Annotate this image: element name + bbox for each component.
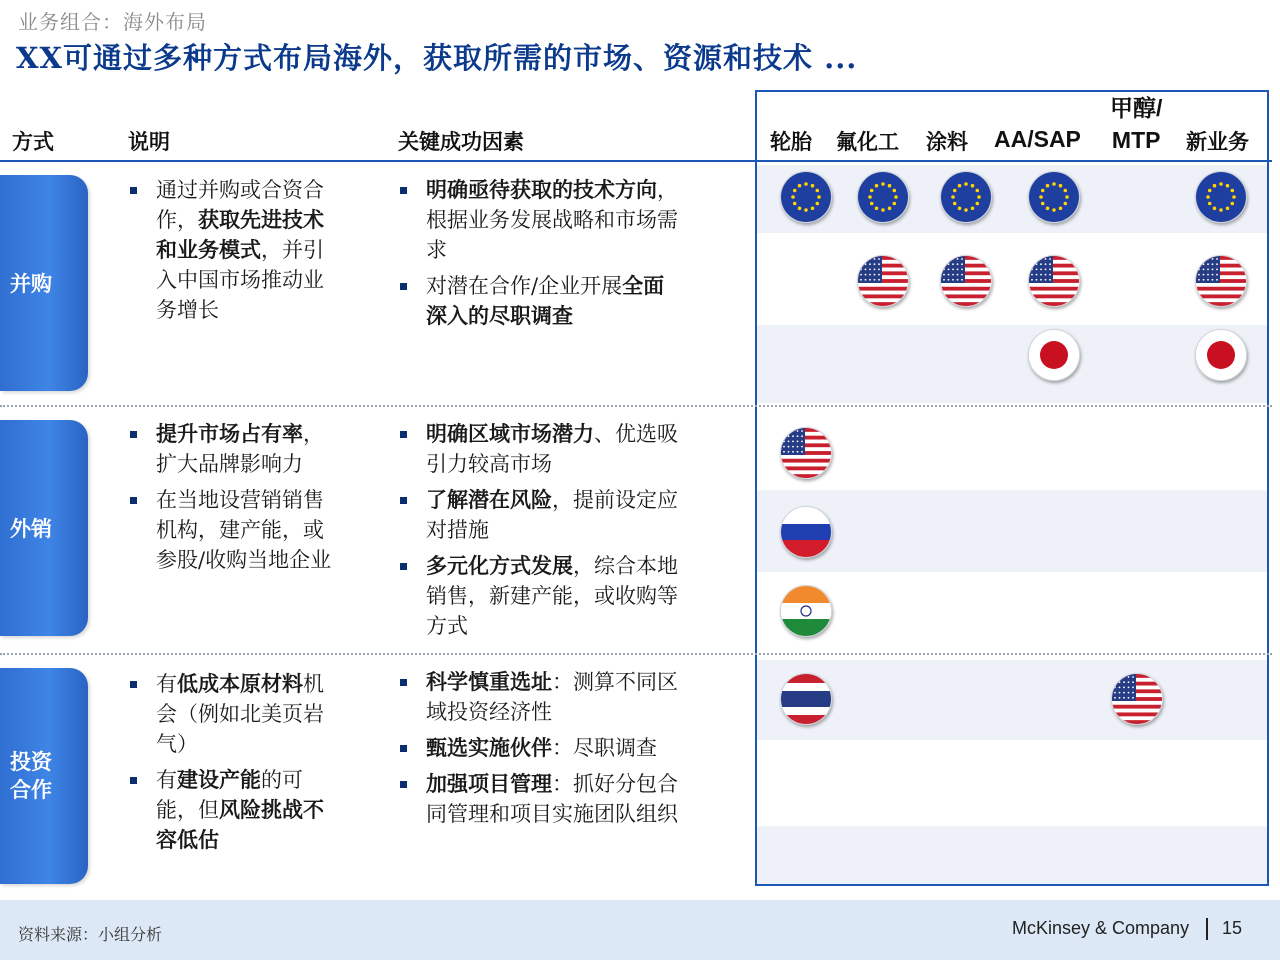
bullet-emphasis: 风险挑战不容低估 [156, 797, 324, 852]
page-title: XX可通过多种方式布局海外，获取所需的市场、资源和技术 ... [16, 41, 858, 75]
bullet-text: ，提前设定应对措施 [426, 488, 678, 542]
thailand-flag-icon [780, 673, 832, 725]
column-header-business: 涂料 [926, 129, 968, 154]
bullet-emphasis: 提升市场占有率 [156, 421, 303, 446]
column-header-business: 氟化工 [836, 129, 899, 154]
bullet-emphasis: 建设产能 [177, 767, 261, 792]
bullet-emphasis: 多元化方式发展 [426, 553, 573, 578]
bullet-text: ，扩大品牌影响力 [156, 422, 324, 476]
us-flag-icon [1111, 673, 1163, 725]
japan-flag-icon [1028, 329, 1080, 381]
row-label-text: 外销 [10, 516, 52, 541]
bullet-text: 机会（例如北美页岩气） [156, 672, 324, 756]
bullet-text: ：抓好分包合同管理和项目实施团队组织 [426, 772, 678, 826]
bullet-emphasis: 了解潜在风险 [426, 487, 552, 512]
column-header-business: 新业务 [1186, 129, 1249, 154]
row-label-text: 投资 合作 [10, 749, 52, 802]
india-flag-icon [780, 585, 832, 637]
bullet-text: 有 [156, 768, 177, 792]
column-header-key-factors: 关键成功因素 [398, 129, 524, 154]
eu-flag-icon [780, 171, 832, 223]
bullet-text: ：尽职调查 [552, 736, 657, 760]
column-header-business: 甲醇/ MTP [1110, 95, 1163, 153]
us-flag-icon [940, 255, 992, 307]
bullet-text: 通过并购或合资合作， [156, 178, 324, 232]
eu-flag-icon [1195, 171, 1247, 223]
bullet-text: 的可能，但 [156, 768, 303, 822]
column-header-business: AA/SAP [994, 126, 1081, 152]
column-header-business: 轮胎 [770, 129, 812, 154]
source-note: 资料来源：小组分析 [18, 925, 163, 944]
us-flag-icon [1028, 255, 1080, 307]
bullet-text: 有 [156, 672, 177, 696]
breadcrumb: 业务组合：海外布局 [18, 10, 207, 34]
bullet-emphasis: 全面深入的尽职调查 [426, 273, 665, 328]
eu-flag-icon [857, 171, 909, 223]
bullet-emphasis: 明确区域市场潜力 [426, 421, 594, 446]
page-number: 15 [1222, 918, 1243, 938]
bullet-text: 对潜在合作/企业开展 [426, 274, 623, 298]
bullet-text: ，根据业务发展战略和市场需求 [426, 178, 678, 262]
footer-divider [1206, 918, 1208, 940]
japan-flag-icon [1195, 329, 1247, 381]
bullet-emphasis: 低成本原材料 [177, 671, 303, 696]
column-header-mode: 方式 [12, 129, 54, 154]
bullet-text: 在当地设营销销售机构，建产能，或参股/收购当地企业 [156, 488, 332, 572]
row-label-text: 并购 [10, 271, 52, 296]
bullet-emphasis: 明确亟待获取的技术方向 [426, 177, 657, 202]
bullet-emphasis: 获取先进技术和业务模式 [156, 207, 324, 262]
us-flag-icon [1195, 255, 1247, 307]
bullet-emphasis: 甄选实施伙伴 [426, 735, 552, 760]
bullet-emphasis: 加强项目管理 [426, 771, 552, 796]
column-header-description: 说明 [128, 129, 170, 154]
russia-flag-icon [780, 506, 832, 558]
bullet-text: ，并引入中国市场推动业务增长 [156, 238, 324, 322]
us-flag-icon [857, 255, 909, 307]
bullet-emphasis: 科学慎重选址 [426, 669, 552, 694]
eu-flag-icon [940, 171, 992, 223]
us-flag-icon [780, 427, 832, 479]
bullet-text: 、优选吸引力较高市场 [426, 422, 678, 476]
bullet-text: ，综合本地销售，新建产能，或收购等方式 [426, 554, 678, 638]
eu-flag-icon [1028, 171, 1080, 223]
company-name: McKinsey & Company [1012, 918, 1190, 938]
bullet-text: ：测算不同区域投资经济性 [426, 670, 678, 724]
